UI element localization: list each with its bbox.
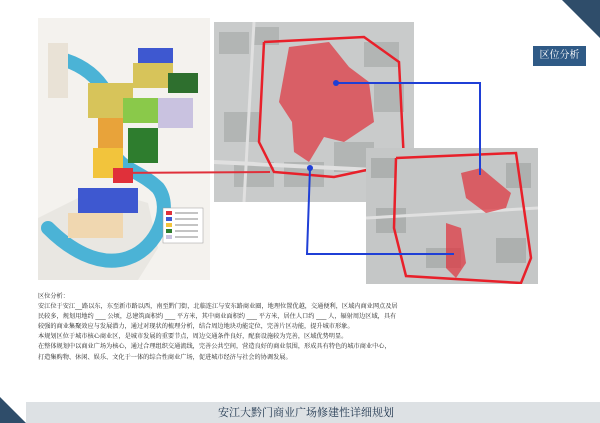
red-connector — [113, 172, 270, 173]
analysis-line: 较强的商业集聚效应与发展潜力，通过对现状的梳理分析，结合周边地块功能定位，完善片区功能，提升城市形象。 — [38, 323, 354, 331]
analysis-line: 本规划区位于城市核心商业区，是城市发展的重要节点，周边交通条件良好，配套设施较为完善，区域优势明显。 — [38, 333, 348, 341]
analysis-line: 民较多，规划用地约 ___ 公顷，总建筑面积约 ___ 平方米，其中商业面积约 ___ 平方米，居住人口约 ___ 人，辐射周边区域，具有 — [38, 313, 397, 321]
analysis-heading: 区位分析： — [38, 293, 69, 300]
analysis-line: 在整体规划中以商业广场为核心，通过合理组织交通流线，完善公共空间，营造良好的商业氛围，形成具有特色的城市商业中心， — [38, 343, 391, 351]
section-tag: 区位分析 — [533, 46, 586, 66]
location-analysis-text — [38, 292, 538, 392]
footer-bar — [26, 402, 600, 423]
analysis-line: 安江位于安江__路以东，东至新市路以西，南至黔门街，北临连江与安东路商业圈，地理位置优越，交通便利，区域内商业网点及居 — [38, 303, 398, 311]
blue-connector-2 — [307, 168, 454, 254]
analysis-line: 打造集购物、休闲、娱乐、文化于一体的综合性商业广场，促进城市经济与社会的协调发展。 — [38, 353, 292, 361]
footer-title: 安江大黔门商业广场修建性详细规划 — [218, 406, 394, 419]
blue-connector-1 — [336, 83, 480, 175]
